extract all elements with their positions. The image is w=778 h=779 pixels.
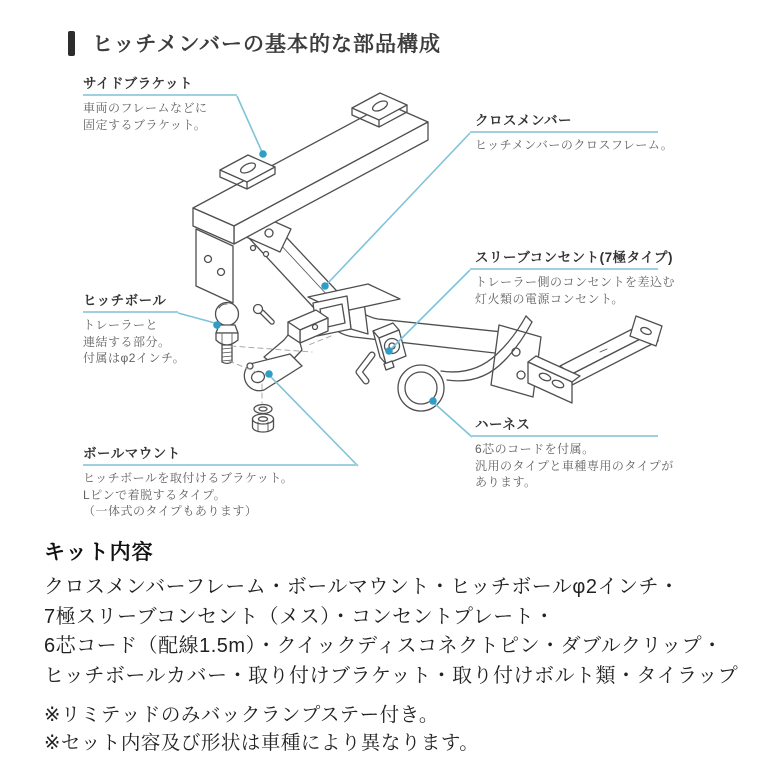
quick-disconnect-pin — [254, 305, 273, 323]
notes-section — [44, 701, 479, 757]
kit-contents-section — [44, 536, 764, 691]
label-side-bracket: サイドブラケット 車両のフレームなどに 固定するブラケット。 — [83, 76, 237, 133]
kit-line: ヒッチボールカバー・取り付けブラケット・取り付けボルト類・タイラップ — [44, 664, 739, 687]
label-title: クロスメンバー — [470, 113, 658, 133]
label-sleeve-outlet: スリーブコンセント(7極タイプ) トレーラー側のコンセントを差込む 灯火類の電源コンセント。 — [470, 250, 658, 307]
nut — [253, 414, 274, 432]
label-cross-member: クロスメンバー ヒッチメンバーのクロスフレーム。 — [470, 113, 658, 154]
kit-line: 7極スリーブコンセント（メス）・コンセントプレート・ — [44, 605, 555, 628]
label-title: ハーネス — [470, 417, 658, 437]
kit-line: 6芯コード（配線1.5m）・クイックディスコネクトピン・ダブルクリップ・ — [44, 635, 723, 657]
label-ball-mount: ボールマウント ヒッチボールを取付けるブラケット。 Lピンで着脱するタイプ。 （一体式のタイプもあります） — [83, 446, 358, 520]
kit-line: クロスメンバーフレーム・ボールマウント・ヒッチボールφ2インチ・ — [44, 576, 680, 598]
right-side-bracket — [528, 316, 662, 403]
label-title: スリーブコンセント(7極タイプ) — [470, 250, 658, 270]
l-pin — [359, 355, 372, 381]
note-line: ※リミテッドのみバックランプステー付き。 — [44, 704, 439, 726]
label-harness: ハーネス 6芯のコードを付属。 汎用のタイプと車種専用のタイプが あります。 — [470, 417, 658, 491]
label-hitch-ball: ヒッチボール トレーラーと 連結する部分。 付属はφ2インチ。 — [83, 293, 186, 365]
label-title: ボールマウント — [83, 446, 358, 466]
hitch-ball-part — [216, 303, 239, 364]
note-line: ※セット内容及び形状は車種により異なります。 — [44, 732, 480, 754]
washer — [254, 405, 272, 414]
label-title: サイドブラケット — [83, 76, 237, 96]
kit-heading: キット内容 — [44, 541, 154, 564]
label-title: ヒッチボール — [83, 293, 178, 313]
page-title: ヒッチメンバーの基本的な部品構成 — [92, 33, 442, 56]
